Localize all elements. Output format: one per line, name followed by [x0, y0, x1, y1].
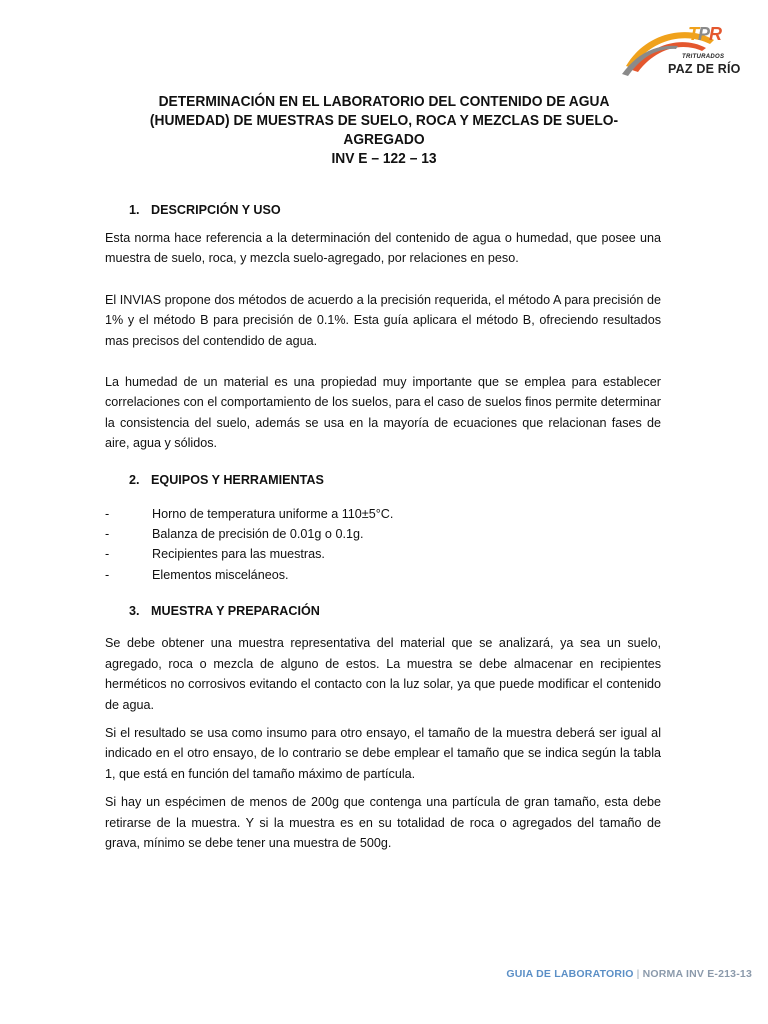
list-item: - Recipientes para las muestras.	[105, 547, 325, 562]
list-item: - Balanza de precisión de 0.01g o 0.1g.	[105, 527, 364, 542]
equipment-list	[105, 504, 661, 586]
paragraph: La humedad de un material es una propiedad muy importante que se emplea para establecer correlaciones con el comportamiento de los suelos, para el caso de suelos finos permite determinar la consistencia del suelo, además se usa en la mayoría de ecuaciones que relacionan fases de aire, agua y sólidos.	[105, 375, 661, 451]
title-line: (HUMEDAD) DE MUESTRAS DE SUELO, ROCA Y MEZCLAS DE SUELO-	[149, 112, 619, 129]
list-item: - Elementos misceláneos.	[105, 567, 289, 582]
title-line: AGREGADO	[343, 131, 425, 148]
section-heading-equipment: 2. EQUIPOS Y HERRAMIENTAS	[129, 472, 324, 487]
list-item: - Horno de temperatura uniforme a 110±5°C.	[105, 506, 394, 521]
paragraph: Si el resultado se usa como insumo para otro ensayo, el tamaño de la muestra deberá ser igual al indicado en el otro ensayo, de lo contrario se debe emplear el tamaño que se indica según la tabla 1, que está en función del tamaño máximo de partícula.	[105, 725, 661, 781]
footer-guide-label: GUIA DE LABORATORIO	[506, 968, 634, 980]
title-line: DETERMINACIÓN EN EL LABORATORIO DEL CONTENIDO DE AGUA	[158, 93, 610, 110]
document-body	[105, 200, 661, 853]
logo-wordmark: TPR	[688, 24, 722, 44]
company-logo	[618, 18, 741, 88]
logo-triturados: TRITURADOS	[682, 54, 725, 60]
footer-separator: |	[636, 968, 640, 980]
paragraph: Si hay un espécimen de menos de 200g que contenga una partícula de gran tamaño, esta debe retirarse de la muestra. Y si la muestra es en su totalidad de roca o agregados del tamaño de grava, mínimo se debe tener una muestra de 500g.	[105, 795, 661, 850]
logo-company-name: PAZ DE RÍO	[668, 62, 741, 76]
footer-norma-label: NORMA INV E-213-13	[642, 968, 752, 980]
paragraph: Se debe obtener una muestra representativa del material que se analizará, ya sea un suelo, agregado, roca o mezcla de alguno de estos. La muestra se debe almacenar en recipientes herméticos no corrosivos evitando el contacto con la luz solar, ya que puede modificar el contenido de agua.	[105, 636, 661, 712]
document-title	[141, 92, 627, 168]
paragraph: Esta norma hace referencia a la determinación del contenido de agua o humedad, que posee una muestra de suelo, roca, y mezcla suelo-agregado, por relaciones en peso.	[105, 231, 661, 266]
title-code: INV E – 122 – 13	[331, 150, 437, 167]
section-heading-description: 1. DESCRIPCIÓN Y USO	[129, 203, 281, 217]
page-footer	[506, 968, 752, 980]
section-heading-sample: 3. MUESTRA Y PREPARACIÓN	[129, 604, 320, 619]
paragraph: El INVIAS propone dos métodos de acuerdo a la precisión requerida, el método A para precisión de 1% y el método B para precisión de 0.1%. Esta guía aplicara el método B, ofreciendo resultados mas precisos del contendido de agua.	[105, 292, 661, 348]
